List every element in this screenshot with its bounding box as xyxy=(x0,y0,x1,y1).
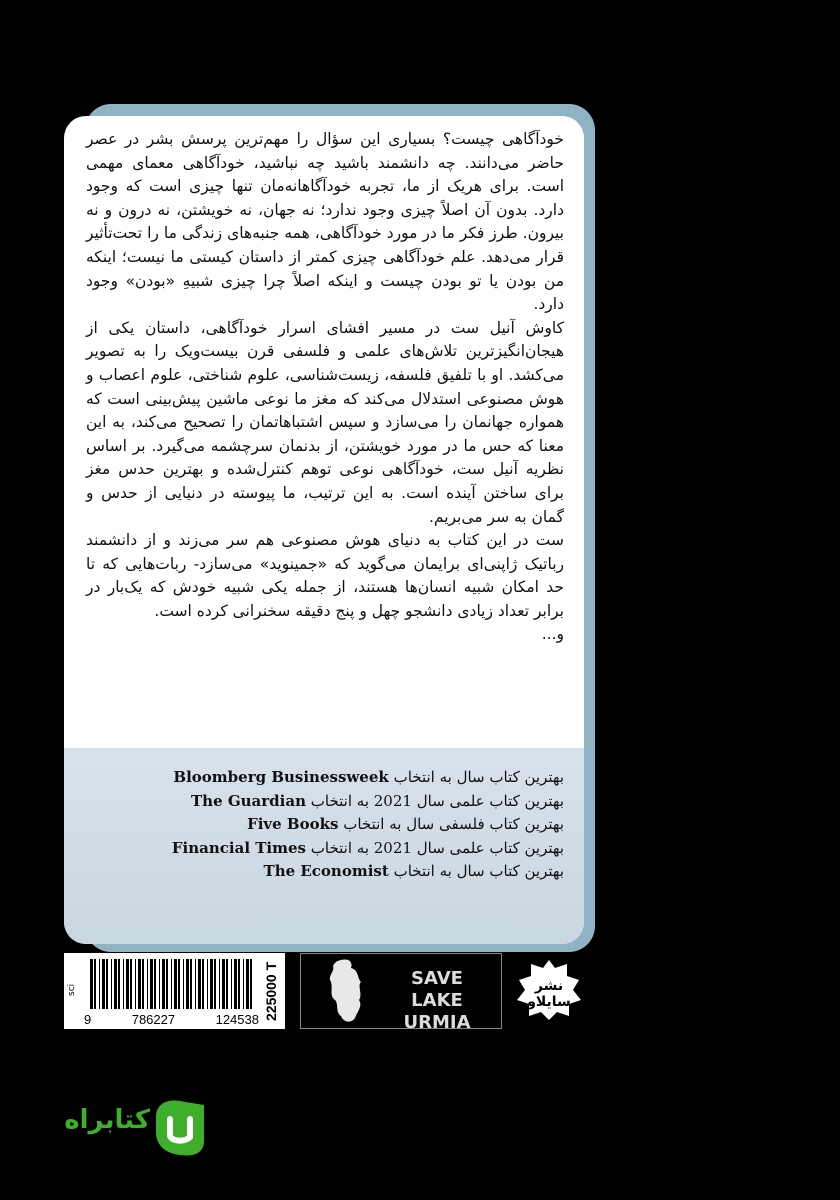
barcode-bar xyxy=(171,959,172,1009)
barcode-bar xyxy=(150,959,153,1009)
award-line xyxy=(64,813,584,837)
isbn-barcode xyxy=(64,953,285,1029)
barcode-bar xyxy=(198,959,201,1009)
barcode-bar xyxy=(202,959,204,1009)
description-paragraph-2: کاوش آنیل ست در مسیر افشای اسرار خودآگاهی، داستان یکی از هیجان‌انگیزترین تلاش‌های علمی و فلسفی قرن بیست‌ویک را به تصویر می‌کشد. او با تلفیق فلسفه، زیست‌شناسی، علوم شناختی، علوم اعصاب و هوش مصنوعی استدلال می‌کند که مغز ما نوعی ماشین پیش‌بینی است که همواره جهانمان را می‌سازد و سپس اشتباهاتمان را تصحیح می‌کند، به این معنا که حس ما در مورد خویشتن، از بدنمان سرچشمه می‌گیرد. بر اساس نظریه آنیل ست، خودآگاهی نوعی توهم کنترل‌شده و بهترین حدس مغز برای ساختن آینده است. به این ترتیب، ما پیوسته در دنیایی از حدس و گمان به سر می‌بریم. xyxy=(86,318,564,526)
barcode-bar xyxy=(111,959,112,1009)
barcode-bar xyxy=(246,959,249,1009)
award-source: Financial Times xyxy=(171,838,306,857)
award-text: بهترین کتاب علمی سال 2021 به انتخاب xyxy=(310,838,564,857)
award-line xyxy=(64,766,584,790)
barcode-bar xyxy=(186,959,189,1009)
barcode-bar xyxy=(195,959,196,1009)
barcode-bar xyxy=(135,959,136,1009)
award-source: The Economist xyxy=(263,862,389,880)
save-lake-urmia-logo xyxy=(300,953,502,1033)
description-paragraph-3: ست در این کتاب به دنیای هوش مصنوعی هم سر می‌زند و از دانشمند رباتیک ژاپنی‌ای برایمان می‌گوید که «جمینوید» می‌سازد- ربات‌هایی که تا حد امکان شبیه انسان‌ها هستند، از جمله یکی شبیه خودش که یک‌بار در برابر تعداد زیادی دانشجو چهل و پنج دقیقه سخنرانی کرده است. xyxy=(86,531,564,620)
barcode-bar xyxy=(126,959,129,1009)
award-line xyxy=(64,790,584,814)
barcode-bar xyxy=(250,959,252,1009)
award-text: بهترین کتاب سال به انتخاب xyxy=(393,862,564,880)
barcode-bar xyxy=(231,959,232,1009)
award-source: The Guardian xyxy=(191,791,306,810)
barcode-bar xyxy=(142,959,144,1009)
barcode-bar xyxy=(238,959,240,1009)
barcode-bar xyxy=(94,959,96,1009)
award-line xyxy=(64,860,584,884)
awards-box xyxy=(64,748,584,944)
lake-urmia-line: LAKE URMIA xyxy=(403,990,471,1033)
barcode-bar xyxy=(222,959,225,1009)
award-line xyxy=(64,837,584,861)
barcode-digit-group: 786227 xyxy=(131,1012,176,1027)
publisher-name: نشر سایلاو xyxy=(527,978,571,1010)
barcode-bar xyxy=(174,959,177,1009)
barcode-bar xyxy=(130,959,132,1009)
barcode-bar xyxy=(154,959,156,1009)
award-source: Bloomberg Businessweek xyxy=(173,768,389,786)
barcode-bar xyxy=(243,959,244,1009)
barcode-bar xyxy=(183,959,184,1009)
barcode-bar xyxy=(214,959,216,1009)
back-cover-panel xyxy=(64,116,584,944)
barcode-bar xyxy=(190,959,192,1009)
barcode-bar xyxy=(234,959,237,1009)
barcode-bar xyxy=(207,959,208,1009)
book-description xyxy=(64,116,584,647)
barcode-bar xyxy=(178,959,180,1009)
ketabrah-watermark xyxy=(40,1097,208,1159)
barcode-bar xyxy=(138,959,141,1009)
ketabrah-logo-icon xyxy=(150,1097,208,1159)
barcode-bar xyxy=(162,959,165,1009)
save-lake-urmia-text xyxy=(381,968,493,1034)
barcode-bar xyxy=(102,959,105,1009)
barcode-bar xyxy=(118,959,120,1009)
barcode-bar xyxy=(219,959,220,1009)
ketabrah-name: کتابراه xyxy=(64,1105,150,1135)
barcode-bar xyxy=(123,959,124,1009)
barcode-bar xyxy=(226,959,228,1009)
barcode-digit-group: 9 xyxy=(84,1012,92,1027)
award-text: بهترین کتاب فلسفی سال به انتخاب xyxy=(343,815,564,833)
price-label: 225000 T xyxy=(263,961,279,1021)
barcode-bar xyxy=(166,959,168,1009)
barcode-digit-group: 124538 xyxy=(215,1012,259,1027)
sci-logo-icon: sci xyxy=(67,983,77,997)
publisher-logo xyxy=(515,958,583,1020)
save-line: SAVE xyxy=(411,968,463,989)
barcode-bar xyxy=(106,959,108,1009)
barcode-digits xyxy=(84,1012,259,1027)
barcode-bar xyxy=(99,959,100,1009)
award-text: بهترین کتاب سال به انتخاب xyxy=(393,768,564,786)
award-text: بهترین کتاب علمی سال 2021 به انتخاب xyxy=(310,791,564,810)
description-ellipsis: و... xyxy=(541,625,564,644)
description-paragraph-1: خودآگاهی چیست؟ بسیاری این سؤال را مهم‌ترین پرسش بشر در عصر حاضر می‌دانند. چه دانشمند باشید چه نباشید، خودآگاهی معمای مهمی است. برای هریک از ما، تجربه خودآگاهانه‌مان تنها چیزی است که وجود دارد. بدون آن اصلاً چیزی وجود ندارد؛ نه جهان، نه خویشتن، نه درون و نه بیرون. طرز فکر ما در مورد خودآگاهی، همه جنبه‌های زندگی ما را تحت‌تأثیر قرار می‌دهد. علم خودآگاهی چیزی کمتر از داستان کیستی ما نیست؛ اینکه من بودن یا تو بودن چیست و اینکه اصلاً چرا چیزی شبیهِ «بودن» وجود دارد. xyxy=(86,130,564,314)
barcode-bar xyxy=(147,959,148,1009)
barcode-bar xyxy=(159,959,160,1009)
barcode-bar xyxy=(90,959,93,1009)
award-source: Five Books xyxy=(247,815,339,833)
barcode-bar xyxy=(114,959,117,1009)
barcode-bar xyxy=(210,959,213,1009)
